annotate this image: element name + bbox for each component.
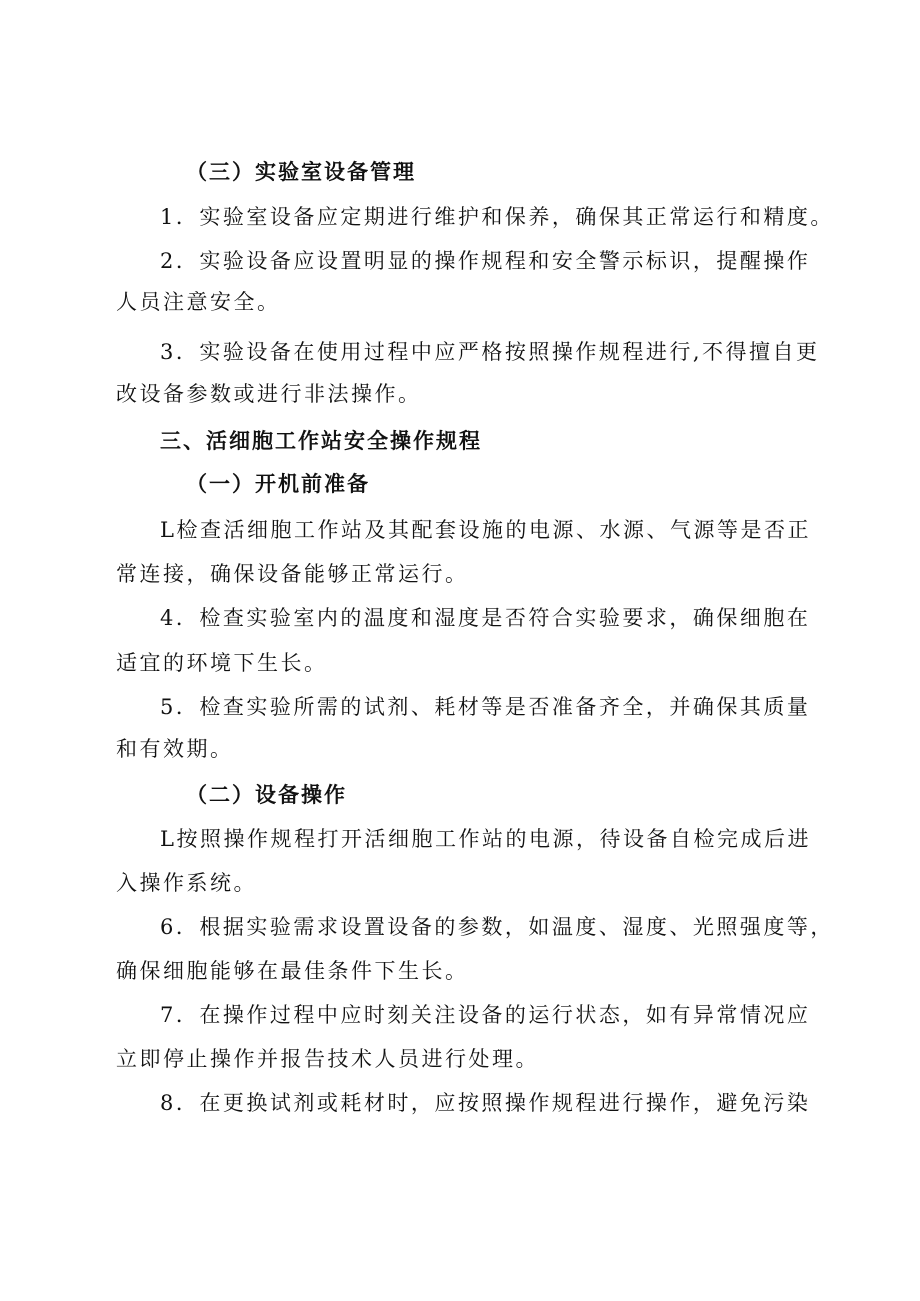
- paragraph-item-3-line-1: 3．实验设备在使用过程中应严格按照操作规程进行,不得擅自更: [160, 340, 820, 364]
- paragraph-prep-4-line-2: 适宜的环境下生长。: [116, 651, 328, 675]
- paragraph-prep-5-line-2: 和有效期。: [116, 737, 234, 761]
- chapter-title-live-cell-workstation: 三、活细胞工作站安全操作规程: [160, 429, 482, 453]
- paragraph-item-3-line-2: 改设备参数或进行非法操作。: [116, 382, 422, 406]
- paragraph-op-7-line-1: 7．在操作过程中应时刻关注设备的运行状态，如有异常情况应: [160, 1003, 811, 1027]
- paragraph-prep-4-line-1: 4．检查实验室内的温度和湿度是否符合实验要求，确保细胞在: [160, 606, 811, 630]
- paragraph-prep-5-line-1: 5．检查实验所需的试剂、耗材等是否准备齐全，并确保其质量: [160, 695, 811, 719]
- paragraph-op-7-line-2: 立即停止操作并报告技术人员进行处理。: [116, 1047, 539, 1071]
- paragraph-op-8-line-1: 8．在更换试剂或耗材时，应按照操作规程进行操作，避免污染: [160, 1091, 811, 1115]
- paragraph-item-2-line-1: 2．实验设备应设置明显的操作规程和安全警示标识，提醒操作: [160, 249, 811, 273]
- paragraph-op-6-line-1: 6．根据实验需求设置设备的参数，如温度、湿度、光照强度等，: [160, 915, 834, 939]
- paragraph-item-1: 1．实验室设备应定期进行维护和保养，确保其正常运行和精度。: [160, 205, 834, 229]
- paragraph-op-6-line-2: 确保细胞能够在最佳条件下生长。: [116, 959, 469, 983]
- paragraph-item-2-line-2: 人员注意安全。: [116, 290, 281, 314]
- section-title-equipment-management: （三）实验室设备管理: [186, 160, 416, 184]
- subsection-title-equipment-operation: （二）设备操作: [186, 783, 347, 807]
- paragraph-prep-1-line-2: 常连接，确保设备能够正常运行。: [116, 562, 469, 586]
- paragraph-op-1-line-2: 入操作系统。: [116, 871, 257, 895]
- subsection-title-startup-preparation: （一）开机前准备: [186, 472, 370, 496]
- paragraph-op-1-line-1: L按照操作规程打开活细胞工作站的电源，待设备自检完成后进: [160, 827, 811, 851]
- paragraph-prep-1-line-1: L检查活细胞工作站及其配套设施的电源、水源、气源等是否正: [160, 518, 811, 542]
